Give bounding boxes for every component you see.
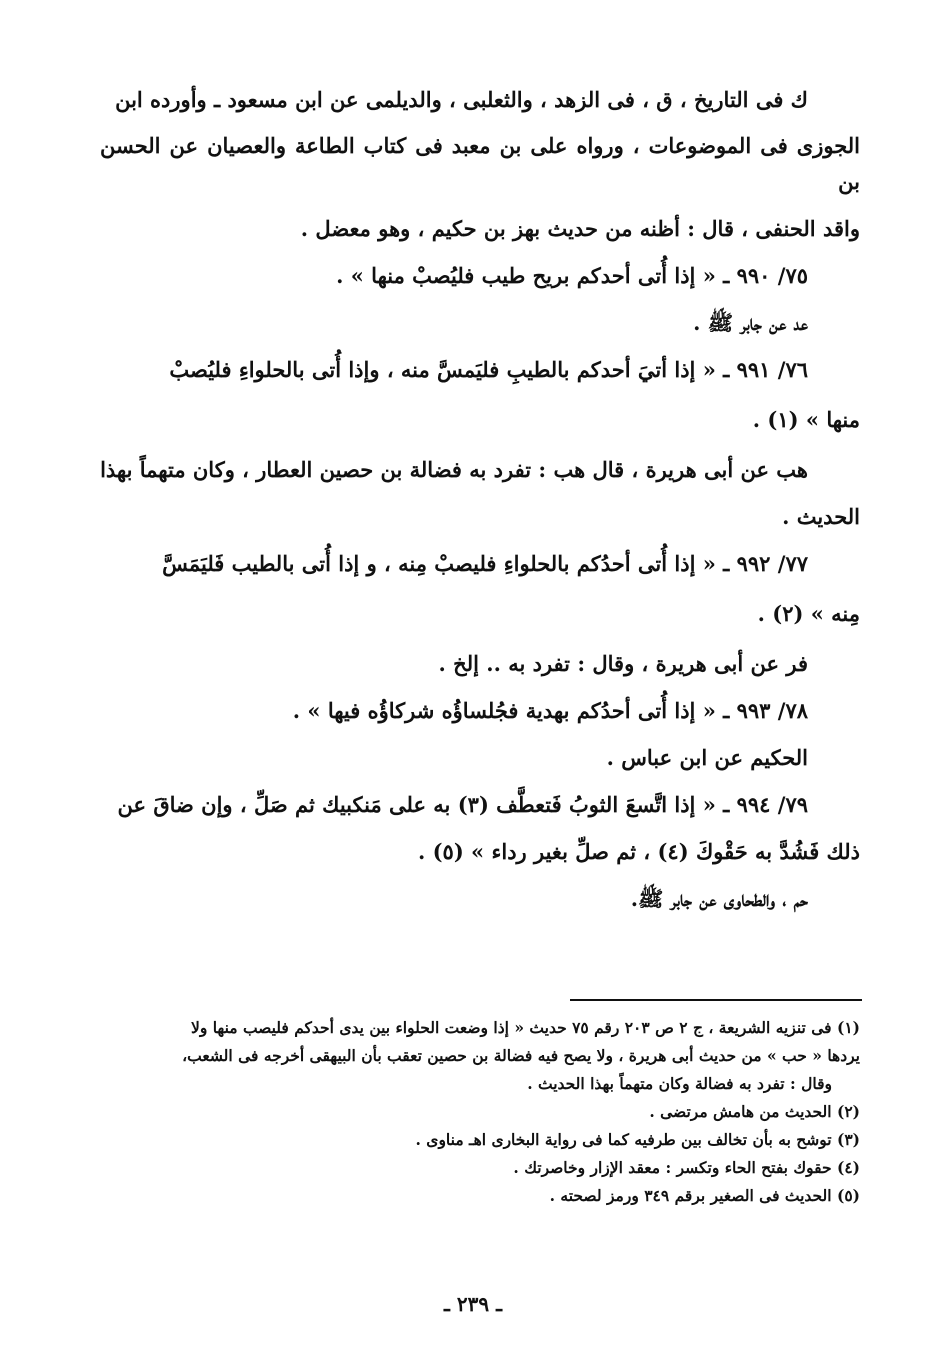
footnotes <box>100 1014 860 1210</box>
text-line: ذلك فَشُدَّ به حَقْوكَ (٤) ، ثم صلِّ بغير رداء » (٥) . <box>417 839 860 864</box>
footnote-line: (٣) توشح به بأن تخالف بين طرفيه كما فى رواية البخارى اهـ مناوى . <box>415 1130 860 1149</box>
source-line: فر عن أبى هريرة ، وقال : تفرد به .. إلخ . <box>438 651 808 676</box>
text-line: واقد الحنفى ، قال : أظنه من حديث بهز بن حكيم ، وهو معضل . <box>300 216 860 241</box>
text-line: مِنه » (٢) . <box>757 601 860 626</box>
hadith-line: ٧٩/ ٩٩٤ ـ « إذا اتَّسعَ الثوبُ فَتعطَّف (٣) به على مَنكبيك ثم صَلِّ ، وإن ضاقَ عن <box>117 792 808 817</box>
footnote-line: (٤) حقوك بفتح الحاء وتكسر : معقد الإزار وخاصرتك . <box>513 1158 860 1177</box>
page-number: ـ ٢٣٩ ـ <box>444 1292 502 1316</box>
source-line: حم ، والطحاوى عن جابر ﷺ. <box>630 886 808 911</box>
source-line: الحكيم عن ابن عباس . <box>606 745 808 770</box>
hadith-line: ٧٥/ ٩٩٠ ـ « إذا أُتى أحدكم بريح طيب فليُصبْ منها » . <box>336 263 808 288</box>
text-line: منها » (١) . <box>752 407 860 432</box>
footnote-line: يردها « حب » من حديث أبى هريرة ، ولا يصح فيه فضالة بن حصين تعقب بأن البيهقى أخرجه فى الشعب، <box>182 1046 860 1065</box>
text-line: الحديث . <box>782 504 860 529</box>
hadith-line: ٧٧/ ٩٩٢ ـ « إذا أُتى أحدُكم بالحلواءِ فليصبْ مِنه ، و إذا أُتى بالطيب فَليَمَسَّ <box>162 551 808 576</box>
footnote-line: (٥) الحديث فى الصغير برقم ٣٤٩ ورمز لصحته . <box>549 1186 860 1205</box>
footnote-separator <box>570 999 862 1001</box>
source-line: هب عن أبى هريرة ، قال هب : تفرد به فضالة بن حصين العطار ، وكان متهماً بهذا <box>100 457 808 482</box>
main-text <box>100 82 860 917</box>
source-line: عد عن جابر ﷺ . <box>693 310 808 335</box>
footnote-line: (١) فى تنزيه الشريعة ، ج ٢ ص ٢٠٣ رقم ٧٥ حديث « إذا وضعت الحلواء بين يدى أحدكم فليصب منها ولا <box>190 1018 860 1037</box>
footnote-line: (٢) الحديث من هامش مرتضى . <box>649 1102 860 1121</box>
hadith-line: ٧٦/ ٩٩١ ـ « إذا أتيَ أحدكم بالطيبِ فليَمسَّ منه ، وإذا أُتى بالحلواءِ فليُصبْ <box>169 357 808 382</box>
text-line: الجوزى فى الموضوعات ، ورواه على بن معبد فى كتاب الطاعة والعصيان عن الحسن بن <box>100 133 860 194</box>
hadith-line: ٧٨/ ٩٩٣ ـ « إذا أُتى أحدُكم بهدية فجُلساؤُه شركاؤُه فيها » . <box>292 698 808 723</box>
footnote-line: وقال : تفرد به فضالة وكان متهماً بهذا الحديث . <box>527 1074 832 1093</box>
text-line: ك فى التاريخ ، ق ، فى الزهد ، والثعلبى ، والديلمى عن ابن مسعود ـ وأورده ابن <box>115 87 808 112</box>
